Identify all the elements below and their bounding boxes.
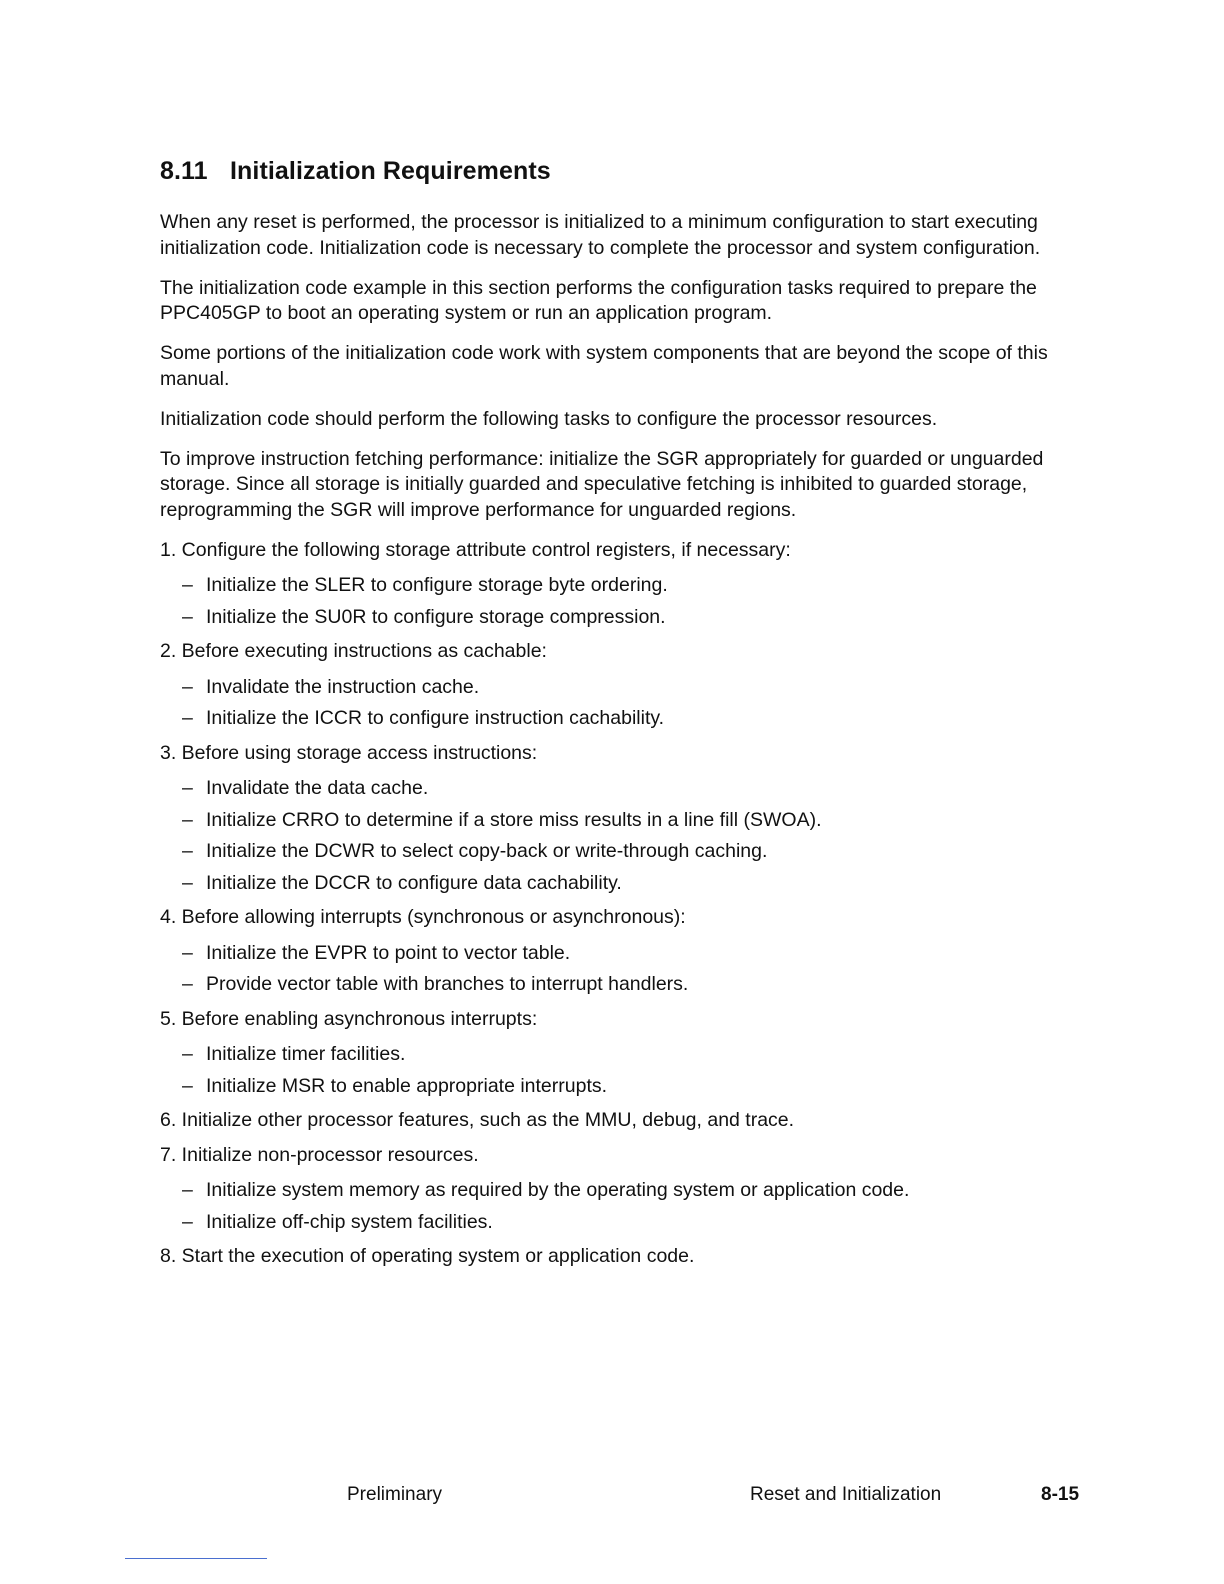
section-heading	[160, 157, 551, 186]
subtask-item	[182, 1042, 1085, 1068]
task-step	[160, 1108, 1085, 1134]
dash-bullet: –	[182, 808, 193, 831]
subtask-text: Invalidate the data cache.	[206, 777, 429, 799]
task-step	[160, 639, 1085, 732]
subtask-text: Provide vector table with branches to interrupt handlers.	[206, 973, 689, 995]
task-step-label: 6. Initialize other processor features, such as the MMU, debug, and trace.	[160, 1109, 795, 1131]
task-step	[160, 741, 1085, 897]
footer-status: Preliminary	[347, 1484, 443, 1505]
task-step-label: 3. Before using storage access instructions:	[160, 741, 538, 764]
task-step-label: 7. Initialize non-processor resources.	[160, 1143, 479, 1166]
dash-bullet: –	[182, 1210, 193, 1233]
subtask-item	[182, 808, 1085, 834]
subtask-text: Initialize the DCWR to select copy-back or write-through caching.	[206, 840, 768, 862]
subtask-text: Initialize the SLER to configure storage byte ordering.	[206, 574, 668, 596]
task-step	[160, 1007, 1085, 1100]
subtask-list	[160, 573, 1085, 630]
task-step-label: 1. Configure the following storage attribute control registers, if necessary:	[160, 538, 791, 561]
subtask-item	[182, 941, 1085, 967]
subtask-item	[182, 972, 1085, 998]
subtask-text: Initialize system memory as required by the operating system or application code.	[206, 1179, 910, 1201]
subtask-item	[182, 1178, 1085, 1204]
subtask-list	[160, 776, 1085, 896]
footer-chapter-title: Reset and Initialization	[750, 1484, 942, 1505]
section-number: 8.11	[160, 157, 208, 185]
dash-bullet: –	[182, 1074, 193, 1097]
paragraph: The initialization code example in this section performs the configuration tasks required to prepare the PPC405GP to boot an operating system or run an application program.	[160, 276, 1037, 324]
subtask-item	[182, 1074, 1085, 1100]
dash-bullet: –	[182, 941, 193, 964]
subtask-item	[182, 605, 1085, 631]
dash-bullet: –	[182, 675, 193, 698]
section-title: Initialization Requirements	[230, 157, 551, 185]
paragraph: Initialization code should perform the following tasks to configure the processor resources.	[160, 407, 938, 430]
task-step	[160, 1244, 1085, 1270]
task-step	[160, 538, 1085, 631]
subtask-item	[182, 706, 1085, 732]
dash-bullet: –	[182, 605, 193, 628]
paragraph: When any reset is performed, the processor is initialized to a minimum configuration to start executing initialization code. Initialization code is necessary to complete the processor and system configuration.	[160, 211, 1041, 259]
subtask-item	[182, 871, 1085, 897]
task-step-label: 4. Before allowing interrupts (synchronous or asynchronous):	[160, 906, 686, 928]
task-step-label: 2. Before executing instructions as cachable:	[160, 640, 547, 662]
subtask-text: Initialize MSR to enable appropriate interrupts.	[206, 1074, 608, 1097]
subtask-text: Initialize the DCCR to configure data cachability.	[206, 871, 622, 894]
task-step-label: 8. Start the execution of operating system or application code.	[160, 1245, 695, 1267]
dash-bullet: –	[182, 574, 193, 596]
subtask-item	[182, 776, 1085, 802]
subtask-item	[182, 839, 1085, 865]
subtask-text: Invalidate the instruction cache.	[206, 675, 480, 698]
subtask-text: Initialize CRRO to determine if a store miss results in a line fill (SWOA).	[206, 808, 822, 831]
dash-bullet: –	[182, 840, 193, 862]
subtask-text: Initialize timer facilities.	[206, 1043, 406, 1065]
subtask-list	[160, 1042, 1085, 1099]
task-list	[160, 538, 1085, 1270]
subtask-item	[182, 573, 1085, 599]
subtask-list	[160, 941, 1085, 998]
paragraph: To improve instruction fetching performance: initialize the SGR appropriately for guarded or unguarded storage. Since all storage is initially guarded and speculative fetching is inhibited to guarded storage, reprogramming the SGR will improve performance for unguarded regions.	[160, 447, 1044, 521]
subtask-list	[160, 1178, 1085, 1235]
dash-bullet: –	[182, 1043, 193, 1065]
dash-bullet: –	[182, 1179, 193, 1201]
paragraph: Some portions of the initialization code work with system components that are beyond the scope of this manual.	[160, 342, 1048, 390]
dash-bullet: –	[182, 707, 193, 729]
footer-page-number: 8-15	[1041, 1484, 1080, 1505]
dash-bullet: –	[182, 871, 193, 894]
subtask-text: Initialize the EVPR to point to vector table.	[206, 941, 571, 964]
subtask-text: Initialize off-chip system facilities.	[206, 1210, 493, 1233]
subtask-text: Initialize the SU0R to configure storage compression.	[206, 605, 666, 628]
subtask-item	[182, 1210, 1085, 1236]
bottom-rule	[125, 1558, 267, 1559]
subtask-text: Initialize the ICCR to configure instruction cachability.	[206, 707, 665, 729]
subtask-item	[182, 675, 1085, 701]
dash-bullet: –	[182, 777, 193, 799]
task-step	[160, 905, 1085, 998]
section-body	[160, 210, 1085, 1279]
subtask-list	[160, 675, 1085, 732]
task-step-label: 5. Before enabling asynchronous interrupts:	[160, 1007, 538, 1030]
dash-bullet: –	[182, 973, 193, 995]
task-step	[160, 1143, 1085, 1236]
